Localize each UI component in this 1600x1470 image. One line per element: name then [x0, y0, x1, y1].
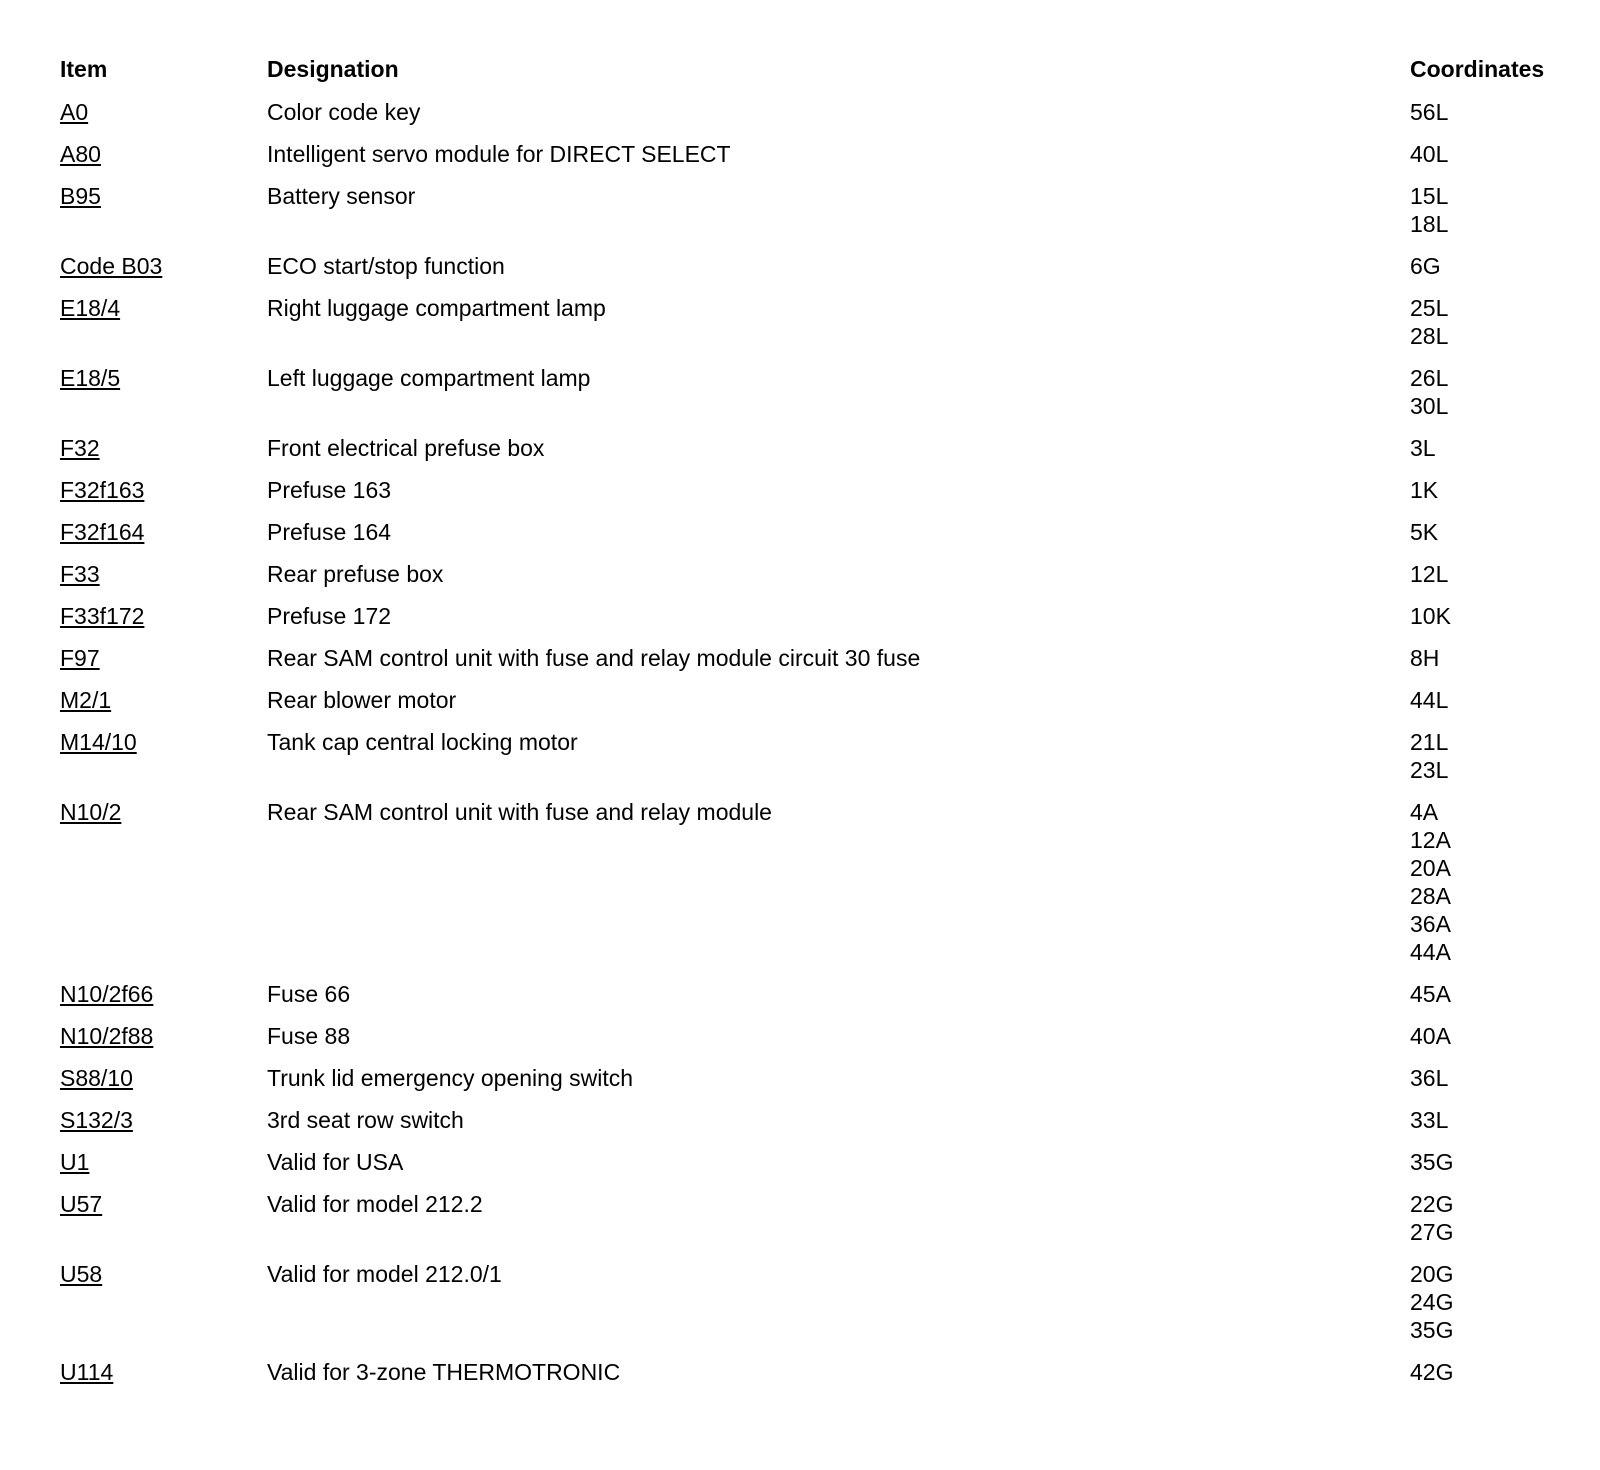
designation-cell: Intelligent servo module for DIRECT SELECT [267, 141, 731, 167]
table-row [60, 602, 1560, 630]
designation-cell: 3rd seat row switch [267, 1107, 464, 1133]
item-link[interactable]: N10/2 [60, 799, 122, 825]
item-cell [60, 1260, 267, 1288]
coordinate-value: 40A [1410, 1023, 1451, 1049]
coordinate-value: 33L [1410, 1107, 1449, 1133]
coordinate-value: 56L [1410, 99, 1449, 125]
designation-cell: Rear SAM control unit with fuse and relay module circuit 30 fuse [267, 645, 921, 671]
table-row [60, 1260, 1560, 1344]
designation-cell: Fuse 88 [267, 1023, 351, 1049]
designation-cell: Rear blower motor [267, 687, 457, 713]
designation-cell: Prefuse 172 [267, 603, 392, 629]
header-item: Item [60, 56, 108, 82]
item-cell [60, 560, 267, 588]
table-row [60, 1358, 1560, 1386]
item-cell [60, 518, 267, 546]
coordinates-cell [1410, 140, 1560, 168]
coordinate-value: 15L [1410, 183, 1449, 209]
designation-cell: Valid for model 212.2 [267, 1191, 483, 1217]
designation-cell: ECO start/stop function [267, 253, 505, 279]
designation-cell: Rear prefuse box [267, 561, 444, 587]
table-row [60, 140, 1560, 168]
table-row [60, 518, 1560, 546]
item-link[interactable]: F32f163 [60, 477, 145, 503]
coordinates-cell [1410, 252, 1560, 280]
item-cell [60, 294, 267, 322]
item-link[interactable]: F32 [60, 435, 100, 461]
table-row [60, 1022, 1560, 1050]
item-cell [60, 980, 267, 1008]
item-link[interactable]: F33 [60, 561, 100, 587]
coordinate-value: 24G [1410, 1289, 1454, 1315]
coordinate-value: 27G [1410, 1219, 1454, 1245]
designation-cell: Valid for USA [267, 1149, 404, 1175]
item-cell [60, 602, 267, 630]
component-legend-table [60, 55, 1560, 1400]
coordinates-cell [1410, 182, 1560, 238]
item-cell [60, 1358, 267, 1386]
coordinates-cell [1410, 728, 1560, 784]
table-row [60, 728, 1560, 784]
coordinate-value: 25L [1410, 295, 1449, 321]
coordinates-cell [1410, 980, 1560, 1008]
designation-cell: Color code key [267, 99, 421, 125]
coordinates-cell [1410, 1022, 1560, 1050]
coordinate-value: 44L [1410, 687, 1449, 713]
coordinates-cell [1410, 1260, 1560, 1344]
table-row [60, 434, 1560, 462]
table-row [60, 364, 1560, 420]
coordinate-value: 21L [1410, 729, 1449, 755]
item-cell [60, 1022, 267, 1050]
coordinates-cell [1410, 686, 1560, 714]
item-cell [60, 182, 267, 210]
coordinates-cell [1410, 602, 1560, 630]
coordinates-cell [1410, 476, 1560, 504]
item-link[interactable]: A80 [60, 141, 101, 167]
item-link[interactable]: M14/10 [60, 729, 137, 755]
item-link[interactable]: S132/3 [60, 1107, 133, 1133]
table-body [60, 98, 1560, 1386]
coordinate-value: 22G [1410, 1191, 1454, 1217]
table-row [60, 1106, 1560, 1134]
item-cell [60, 476, 267, 504]
coordinates-cell [1410, 98, 1560, 126]
item-cell [60, 1106, 267, 1134]
coordinate-value: 12L [1410, 561, 1449, 587]
item-link[interactable]: S88/10 [60, 1065, 133, 1091]
designation-cell: Trunk lid emergency opening switch [267, 1065, 634, 1091]
coordinate-value: 5K [1410, 519, 1439, 545]
item-link[interactable]: F33f172 [60, 603, 145, 629]
coordinates-cell [1410, 364, 1560, 420]
table-row [60, 644, 1560, 672]
table-row [60, 98, 1560, 126]
coordinates-cell [1410, 1148, 1560, 1176]
coordinate-value: 18L [1410, 211, 1449, 237]
coordinate-value: 26L [1410, 365, 1449, 391]
table-row [60, 1064, 1560, 1092]
coordinates-cell [1410, 1064, 1560, 1092]
coordinates-cell [1410, 294, 1560, 350]
coordinate-value: 10K [1410, 603, 1451, 629]
coordinate-value: 42G [1410, 1359, 1454, 1385]
designation-cell: Prefuse 163 [267, 477, 392, 503]
coordinate-value: 6G [1410, 253, 1441, 279]
item-link[interactable]: N10/2f88 [60, 1023, 154, 1049]
table-row [60, 686, 1560, 714]
coordinate-value: 23L [1410, 757, 1449, 783]
item-link[interactable]: U1 [60, 1149, 90, 1175]
designation-cell: Battery sensor [267, 183, 416, 209]
coordinates-cell [1410, 1358, 1560, 1386]
table-row [60, 980, 1560, 1008]
item-cell [60, 644, 267, 672]
coordinates-cell [1410, 798, 1560, 966]
table-row [60, 798, 1560, 966]
coordinate-value: 35G [1410, 1149, 1454, 1175]
item-link[interactable]: U114 [60, 1359, 114, 1385]
item-link[interactable]: F32f164 [60, 519, 145, 545]
item-link[interactable]: E18/5 [60, 365, 121, 391]
coordinate-value: 3L [1410, 435, 1436, 461]
coordinate-value: 28A [1410, 883, 1451, 909]
coordinate-value: 20G [1410, 1261, 1454, 1287]
item-cell [60, 434, 267, 462]
table-row [60, 252, 1560, 280]
designation-cell: Left luggage compartment lamp [267, 365, 591, 391]
coordinate-value: 12A [1410, 827, 1451, 853]
item-link[interactable]: A0 [60, 99, 89, 125]
designation-cell: Prefuse 164 [267, 519, 392, 545]
header-coordinates: Coordinates [1410, 56, 1545, 82]
item-link[interactable]: U57 [60, 1191, 103, 1217]
coordinates-cell [1410, 1106, 1560, 1134]
item-link[interactable]: E18/4 [60, 295, 121, 321]
designation-cell: Tank cap central locking motor [267, 729, 578, 755]
designation-cell: Right luggage compartment lamp [267, 295, 606, 321]
item-cell [60, 252, 267, 280]
item-cell [60, 798, 267, 826]
item-cell [60, 98, 267, 126]
table-row [60, 1190, 1560, 1246]
coordinate-value: 36L [1410, 1065, 1449, 1091]
item-cell [60, 140, 267, 168]
table-row [60, 182, 1560, 238]
table-row [60, 1148, 1560, 1176]
item-link[interactable]: U58 [60, 1261, 103, 1287]
table-row [60, 476, 1560, 504]
coordinate-value: 8H [1410, 645, 1440, 671]
coordinate-value: 20A [1410, 855, 1451, 881]
item-link[interactable]: F97 [60, 645, 100, 671]
designation-cell: Fuse 66 [267, 981, 351, 1007]
item-cell [60, 1148, 267, 1176]
table-row [60, 560, 1560, 588]
item-cell [60, 728, 267, 756]
item-cell [60, 364, 267, 392]
coordinates-cell [1410, 560, 1560, 588]
item-cell [60, 1064, 267, 1092]
coordinate-value: 30L [1410, 393, 1449, 419]
item-link[interactable]: Code B03 [60, 253, 163, 279]
coordinate-value: 44A [1410, 939, 1451, 965]
designation-cell: Rear SAM control unit with fuse and relay module [267, 799, 772, 825]
item-cell [60, 686, 267, 714]
coordinates-cell [1410, 434, 1560, 462]
designation-cell: Valid for model 212.0/1 [267, 1261, 502, 1287]
item-link[interactable]: M2/1 [60, 687, 112, 713]
coordinate-value: 28L [1410, 323, 1449, 349]
coordinates-cell [1410, 1190, 1560, 1246]
table-header [60, 55, 1560, 98]
coordinate-value: 4A [1410, 799, 1439, 825]
table-row [60, 294, 1560, 350]
coordinate-value: 45A [1410, 981, 1451, 1007]
coordinates-cell [1410, 518, 1560, 546]
item-cell [60, 1190, 267, 1218]
coordinate-value: 36A [1410, 911, 1451, 937]
coordinate-value: 35G [1410, 1317, 1454, 1343]
item-link[interactable]: B95 [60, 183, 101, 209]
coordinate-value: 40L [1410, 141, 1449, 167]
item-link[interactable]: N10/2f66 [60, 981, 154, 1007]
coordinates-cell [1410, 644, 1560, 672]
designation-cell: Front electrical prefuse box [267, 435, 545, 461]
coordinate-value: 1K [1410, 477, 1439, 503]
designation-cell: Valid for 3-zone THERMOTRONIC [267, 1359, 621, 1385]
header-designation: Designation [267, 56, 399, 82]
